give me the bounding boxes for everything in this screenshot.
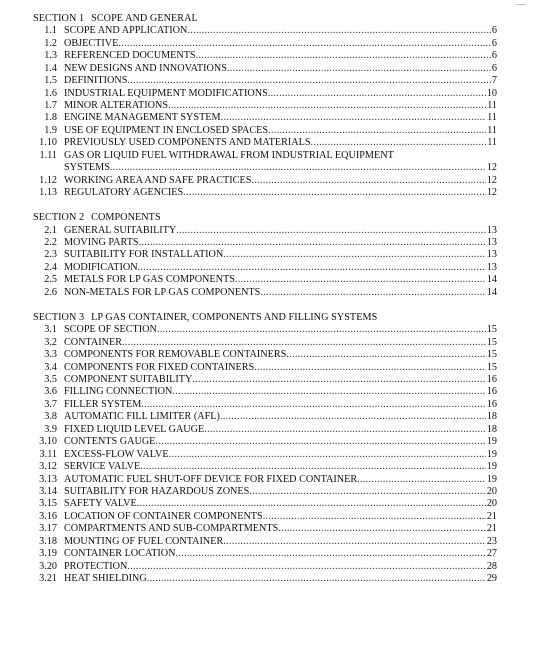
entry-body	[64, 175, 497, 187]
dot-leader	[176, 225, 486, 237]
toc-entry[interactable]	[33, 386, 497, 398]
section-label: SECTION 2	[33, 212, 85, 224]
entry-number: 2.5	[44, 274, 57, 286]
entry-page-number: 15	[486, 336, 497, 348]
entry-number: 1.2	[44, 37, 57, 49]
entry-number: 3.21	[39, 573, 57, 584]
entry-body	[64, 137, 497, 149]
entry-number: 3.20	[39, 560, 57, 572]
entry-page-number: 13	[486, 237, 497, 249]
entry-page-number: 16	[486, 386, 497, 398]
dot-leader	[204, 424, 486, 436]
entry-body	[64, 262, 497, 274]
entry-title: COMPARTMENTS AND SUB-COMPARTMENTS	[64, 523, 279, 535]
entry-title: DEFINITIONS	[64, 75, 128, 87]
entry-title: SUITABILITY FOR INSTALLATION	[64, 249, 224, 261]
entry-title: AUTOMATIC FILL LIMITER (AFL)	[64, 411, 220, 423]
entry-title-line2: SYSTEMS	[64, 162, 110, 174]
entry-body	[64, 38, 497, 50]
entry-body	[64, 436, 497, 448]
entry-title: COMPONENT SUITABILITY	[64, 374, 193, 385]
entry-page-number: 6	[491, 50, 497, 62]
dot-leader	[268, 125, 486, 137]
entry-body	[64, 249, 497, 261]
entry-title: NEW DESIGNS AND INNOVATIONS	[64, 62, 227, 74]
entry-body	[64, 411, 497, 423]
entry-title: REGULATORY AGENCIES	[64, 187, 184, 199]
dot-leader	[263, 511, 486, 523]
entry-title: GENERAL SUITABILITY	[64, 224, 177, 236]
dot-leader	[286, 349, 486, 361]
dot-leader	[168, 100, 486, 112]
entry-title: MINOR ALTERATIONS	[64, 100, 169, 112]
entry-page-number: 21	[486, 523, 497, 535]
entry-page-number: 11	[487, 112, 497, 124]
entry-body	[64, 150, 497, 175]
entry-number: 3.2	[44, 336, 57, 348]
toc-entry[interactable]	[33, 548, 497, 560]
entry-body	[64, 237, 497, 249]
entry-page-number: 6	[491, 37, 497, 49]
entry-body	[64, 225, 497, 237]
dot-leader	[223, 536, 486, 548]
entry-number: 3.19	[39, 548, 57, 560]
dot-leader	[220, 411, 486, 423]
entry-title: SERVICE VALVE	[64, 461, 141, 473]
entry-page-number: 11	[487, 124, 497, 136]
toc-entry[interactable]	[33, 225, 497, 237]
section-heading	[33, 212, 497, 224]
page-corner-mark	[516, 0, 526, 5]
dot-leader	[221, 112, 487, 124]
entry-page-number: 13	[486, 249, 497, 261]
toc-entry[interactable]	[33, 424, 497, 436]
dot-leader	[172, 386, 485, 398]
entry-number: 3.6	[44, 386, 57, 398]
toc-entry[interactable]	[33, 324, 497, 336]
entry-page-number: 16	[486, 398, 497, 410]
toc-entry[interactable]	[33, 573, 497, 585]
toc-entry[interactable]	[33, 411, 497, 423]
dot-leader	[183, 187, 486, 199]
toc-entry[interactable]	[33, 262, 497, 274]
toc-entry[interactable]	[33, 461, 497, 473]
dot-leader	[141, 399, 486, 411]
entry-page-number: 28	[486, 560, 497, 572]
entry-number: 3.16	[39, 510, 57, 522]
entry-page-number: 12	[486, 187, 497, 199]
entry-page-number: 12	[486, 162, 497, 174]
entry-title: COMPONENTS FOR REMOVABLE CONTAINERS	[64, 349, 287, 361]
entry-body	[64, 461, 497, 473]
entry-title: WORKING AREA AND SAFE PRACTICES	[64, 174, 252, 186]
dot-leader	[138, 262, 486, 274]
entry-page-number: 19	[486, 461, 497, 473]
dot-leader	[169, 449, 486, 461]
dot-leader	[110, 162, 486, 174]
toc-entry[interactable]	[33, 436, 497, 448]
entry-title: FIXED LIQUID LEVEL GAUGE	[64, 423, 205, 435]
dot-leader	[268, 88, 486, 100]
dot-leader	[260, 287, 485, 299]
entry-number: 3.7	[44, 398, 57, 410]
entry-body	[64, 474, 497, 486]
entry-page-number: 20	[486, 498, 497, 510]
entry-page-number: 14	[486, 274, 497, 286]
entry-body	[64, 498, 497, 510]
entry-number: 2.1	[44, 224, 57, 236]
entry-title: USE OF EQUIPMENT IN ENCLOSED SPACES	[64, 124, 269, 136]
entry-title: METALS FOR LP GAS COMPONENTS	[64, 274, 235, 286]
dot-leader	[147, 573, 486, 585]
entry-number: 3.11	[39, 448, 57, 460]
toc-entry[interactable]	[33, 175, 497, 187]
entry-page-number: 7	[491, 75, 497, 87]
entry-title: CONTAINER LOCATION	[64, 548, 176, 560]
entry-page-number: 13	[486, 261, 497, 273]
toc-entry[interactable]	[33, 561, 497, 573]
toc-entry[interactable]	[33, 113, 497, 125]
toc-section	[33, 212, 497, 299]
entry-body	[64, 75, 497, 87]
entry-title: CONTAINER	[64, 336, 123, 348]
entry-title: PREVIOUSLY USED COMPONENTS AND MATERIALS	[64, 137, 311, 149]
entry-number: 1.11	[39, 149, 57, 161]
entry-title: COMPONENTS FOR FIXED CONTAINERS	[64, 361, 255, 373]
entry-page-number: 20	[486, 485, 497, 497]
toc-entry[interactable]	[33, 137, 497, 149]
entry-body	[64, 337, 497, 349]
entry-page-number: 15	[486, 349, 497, 361]
entry-page-number: 6	[491, 62, 497, 74]
toc-entry[interactable]	[33, 374, 497, 386]
entry-body	[64, 324, 497, 336]
entry-number: 1.12	[39, 174, 57, 186]
toc-entry[interactable]	[33, 523, 497, 535]
toc-entry[interactable]	[33, 362, 497, 374]
entry-body	[64, 88, 497, 100]
entry-body	[64, 561, 497, 573]
toc-entry[interactable]	[33, 449, 497, 461]
table-of-contents	[33, 13, 497, 585]
entry-number: 1.6	[44, 87, 57, 99]
entry-number: 2.4	[44, 261, 57, 273]
entry-number: 1.7	[44, 100, 57, 112]
entry-number: 3.13	[39, 473, 57, 485]
entry-title: SAFETY VALVE	[64, 498, 137, 510]
entry-page-number: 18	[486, 423, 497, 435]
entry-title: OBJECTIVE	[64, 37, 119, 49]
toc-entry[interactable]	[33, 187, 497, 199]
entry-body	[64, 287, 497, 299]
entry-page-number: 11	[487, 100, 497, 112]
section-heading	[33, 312, 497, 324]
entry-number: 3.1	[44, 324, 57, 336]
entry-body	[64, 125, 497, 137]
entry-number: 3.12	[39, 461, 57, 473]
dot-leader	[278, 523, 486, 535]
entry-body	[64, 50, 497, 62]
toc-entry[interactable]	[33, 486, 497, 498]
dot-leader	[311, 137, 487, 149]
dot-leader	[249, 486, 486, 498]
entry-page-number: 12	[486, 174, 497, 186]
entry-body	[64, 573, 497, 585]
dot-leader	[235, 274, 486, 286]
toc-entry[interactable]	[33, 274, 497, 286]
section-title: SCOPE AND GENERAL	[91, 13, 198, 24]
toc-entry[interactable]	[33, 498, 497, 510]
dot-leader	[127, 75, 491, 87]
dot-leader	[157, 324, 486, 336]
entry-page-number: 19	[486, 448, 497, 460]
entry-page-number: 14	[486, 286, 497, 298]
toc-entry[interactable]	[33, 349, 497, 361]
entry-page-number: 27	[486, 548, 497, 560]
entry-body	[64, 486, 497, 498]
entry-number: 3.4	[44, 361, 57, 373]
entry-body	[64, 511, 497, 523]
entry-title: MOUNTING OF FUEL CONTAINER	[64, 535, 224, 547]
entry-title: CONTENTS GAUGE	[64, 436, 156, 448]
section-title: LP GAS CONTAINER, COMPONENTS AND FILLING SYSTEMS	[91, 311, 378, 323]
entry-page-number: 10	[486, 87, 497, 99]
entry-number: 1.10	[39, 137, 57, 149]
entry-body	[64, 25, 497, 37]
entry-body	[64, 386, 497, 398]
entry-number: 3.3	[44, 349, 57, 361]
toc-entry[interactable]	[33, 237, 497, 249]
dot-leader	[122, 337, 486, 349]
dot-leader	[251, 175, 485, 187]
toc-entry[interactable]	[33, 88, 497, 100]
entry-title-line1: GAS OR LIQUID FUEL WITHDRAWAL FROM INDUSTRIAL EQUIPMENT	[64, 149, 394, 161]
entry-number: 2.2	[44, 237, 57, 249]
toc-entry[interactable]	[33, 536, 497, 548]
entry-title: FILLER SYSTEM	[64, 398, 142, 410]
dot-leader	[137, 498, 486, 510]
entry-page-number: 18	[486, 411, 497, 423]
entry-page-number: 11	[487, 137, 497, 149]
entry-title: AUTOMATIC FUEL SHUT-OFF DEVICE FOR FIXED CONTAINER	[64, 473, 358, 485]
entry-title: INDUSTRIAL EQUIPMENT MODIFICATIONS	[64, 87, 268, 99]
entry-number: 3.8	[44, 411, 57, 423]
entry-body	[64, 349, 497, 361]
entry-body	[64, 399, 497, 411]
toc-entry[interactable]	[33, 150, 497, 175]
entry-page-number: 23	[486, 535, 497, 547]
entry-title: HEAT SHIELDING	[64, 573, 147, 584]
toc-entry[interactable]	[33, 474, 497, 486]
section-title: COMPONENTS	[91, 212, 161, 224]
toc-entry[interactable]	[33, 249, 497, 261]
entry-title: NON-METALS FOR LP GAS COMPONENTS	[64, 286, 261, 298]
entry-number: 1.8	[44, 112, 57, 124]
entry-number: 3.10	[39, 436, 57, 448]
dot-leader	[223, 249, 486, 261]
entry-body	[64, 523, 497, 535]
entry-body	[64, 100, 497, 112]
entry-title: EXCESS-FLOW VALVE	[64, 448, 169, 460]
entry-number: 1.1	[44, 25, 57, 37]
entry-body	[64, 187, 497, 199]
entry-page-number: 19	[486, 436, 497, 448]
dot-leader	[140, 461, 486, 473]
entry-number: 1.9	[44, 124, 57, 136]
entry-number: 1.5	[44, 75, 57, 87]
entry-number: 1.4	[44, 62, 57, 74]
entry-title: MODIFICATION	[64, 261, 138, 273]
entry-number: 3.5	[44, 374, 57, 385]
dot-leader	[176, 548, 486, 560]
dot-leader	[196, 50, 491, 62]
entry-body	[64, 536, 497, 548]
toc-entry[interactable]	[33, 100, 497, 112]
dot-leader	[127, 561, 485, 573]
toc-entry[interactable]	[33, 337, 497, 349]
dot-leader	[118, 38, 491, 50]
dot-leader	[187, 25, 491, 37]
entry-title: SCOPE OF SECTION	[64, 324, 157, 336]
entry-title: LOCATION OF CONTAINER COMPONENTS	[64, 510, 263, 522]
entry-body	[64, 548, 497, 560]
entry-page-number: 15	[486, 324, 497, 336]
entry-number: 2.3	[44, 249, 57, 261]
entry-title-line2-row	[64, 162, 497, 174]
entry-body	[64, 63, 497, 75]
section-label: SECTION 3	[33, 311, 85, 323]
toc-entry[interactable]	[33, 38, 497, 50]
toc-section	[33, 312, 497, 586]
entry-page-number: 16	[486, 374, 497, 385]
entry-title: MOVING PARTS	[64, 237, 139, 249]
entry-body	[64, 424, 497, 436]
entry-number: 2.6	[44, 286, 57, 298]
dot-leader	[139, 237, 486, 249]
dot-leader	[192, 374, 485, 386]
entry-page-number: 19	[486, 473, 497, 485]
entry-body	[64, 449, 497, 461]
entry-number: 3.9	[44, 423, 57, 435]
entry-page-number: 29	[486, 573, 497, 584]
entry-title: PROTECTION	[64, 560, 128, 572]
entry-title: ENGINE MANAGEMENT SYSTEM	[64, 112, 221, 124]
toc-entry[interactable]	[33, 63, 497, 75]
entry-body	[64, 374, 497, 386]
entry-number: 3.18	[39, 535, 57, 547]
entry-page-number: 21	[486, 510, 497, 522]
toc-entry[interactable]	[33, 287, 497, 299]
toc-entry[interactable]	[33, 50, 497, 62]
dot-leader	[155, 436, 485, 448]
entry-page-number: 15	[486, 361, 497, 373]
toc-entry[interactable]	[33, 399, 497, 411]
dot-leader	[357, 474, 486, 486]
entry-title: SUITABILITY FOR HAZARDOUS ZONES	[64, 485, 250, 497]
section-heading	[33, 13, 497, 25]
entry-title: FILLING CONNECTION	[64, 386, 173, 398]
dot-leader	[227, 63, 491, 75]
entry-number: 1.13	[39, 187, 57, 199]
entry-title: REFERENCED DOCUMENTS	[64, 50, 196, 62]
toc-entry[interactable]	[33, 511, 497, 523]
entry-number: 1.3	[44, 50, 57, 62]
toc-section	[33, 13, 497, 200]
toc-entry[interactable]	[33, 125, 497, 137]
section-label: SECTION 1	[33, 13, 85, 24]
entry-number: 3.14	[39, 485, 57, 497]
entry-body	[64, 112, 497, 124]
entry-body	[64, 274, 497, 286]
entry-page-number: 6	[491, 25, 497, 37]
entry-page-number: 13	[486, 224, 497, 236]
toc-entry[interactable]	[33, 25, 497, 37]
dot-leader	[254, 362, 486, 374]
entry-title: SCOPE AND APPLICATION	[64, 25, 188, 37]
entry-body	[64, 362, 497, 374]
entry-number: 3.17	[39, 523, 57, 535]
toc-entry[interactable]	[33, 75, 497, 87]
entry-number: 3.15	[39, 498, 57, 510]
